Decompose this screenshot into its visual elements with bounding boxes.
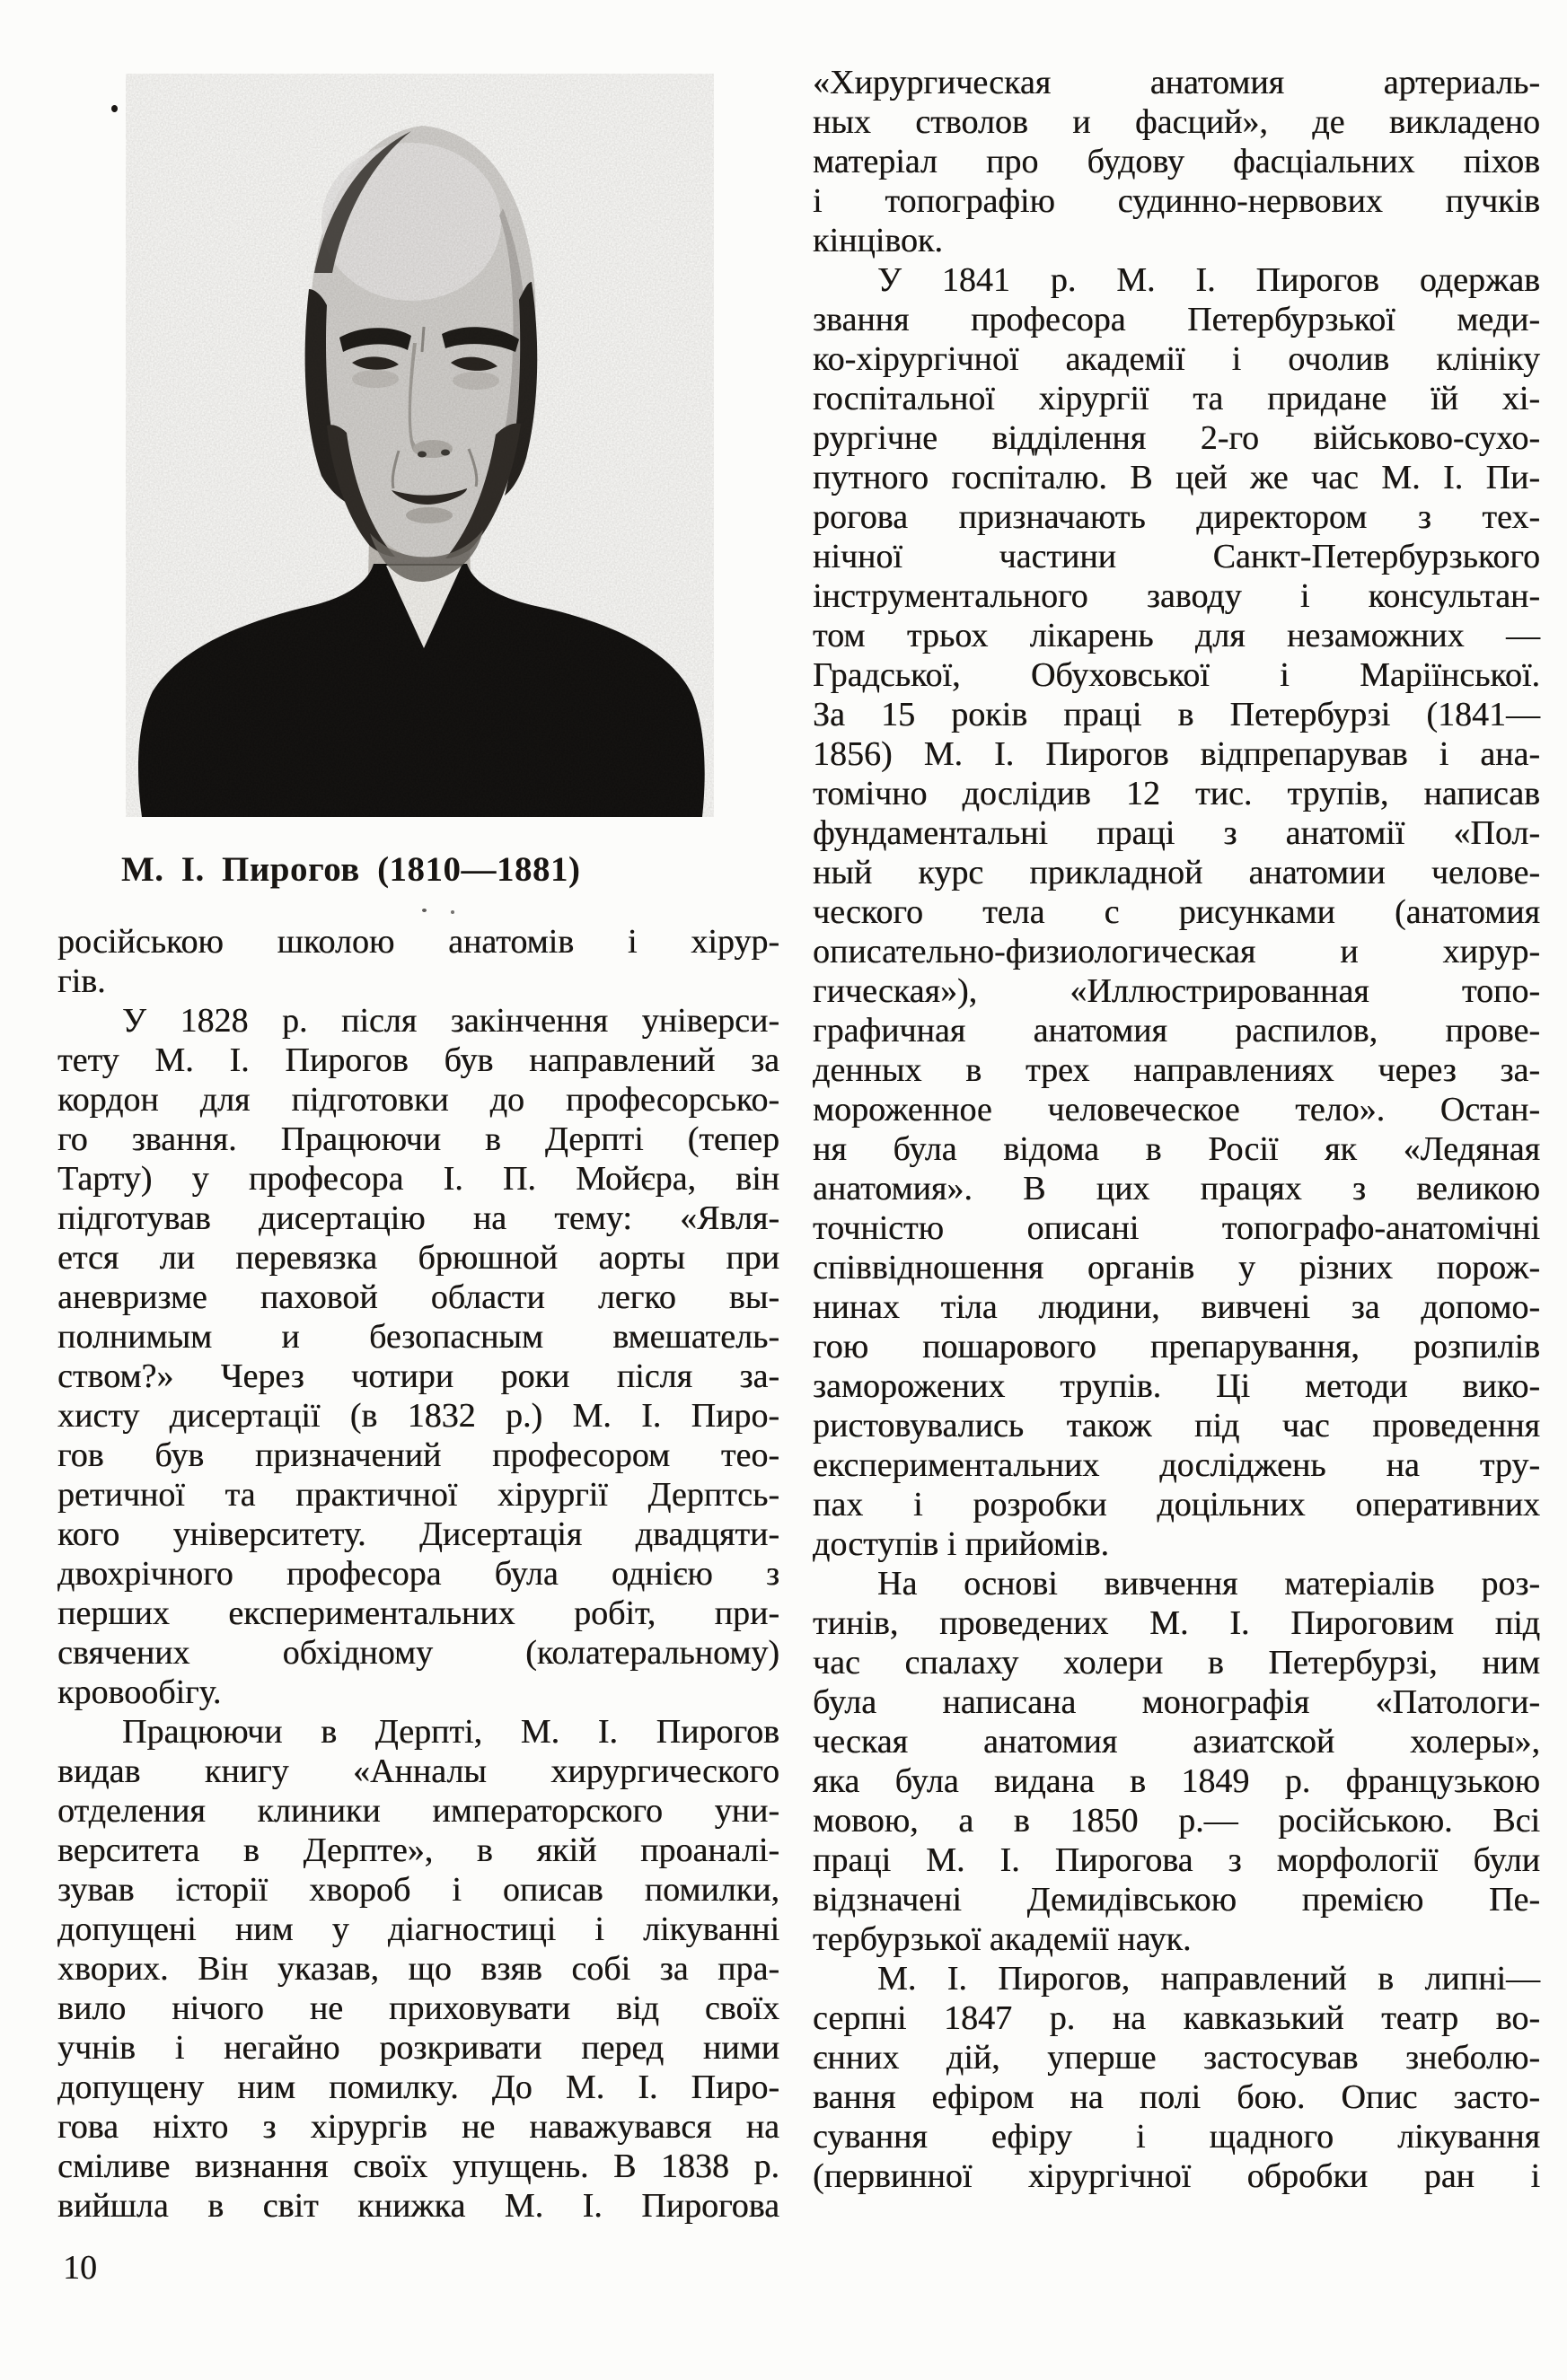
paragraph [813,63,1540,260]
text-line: М. І. Пирогов, направлений в липні— [877,1960,1540,1998]
text-line: го звання. Працюючи в Дерпті (тепер [57,1120,779,1158]
text-line: і топографію судинно-нервових пучків [813,182,1540,220]
text-line: пах і розробки доцільних оперативних [813,1486,1540,1524]
paragraph [813,1959,1540,2196]
text-line: За 15 років праці в Петербурзі (1841— [813,696,1540,733]
scan-speck [451,910,454,914]
text-line: заморожених трупів. Ці методи вико- [813,1367,1540,1405]
text-column-right [813,63,1540,2196]
text-line: ческого тела с рисунками (анатомия [813,893,1540,931]
text-line: «Хирургическая анатомия артериаль- [813,64,1540,101]
figure-caption: М. І. Пирогов (1810—1881) [121,850,581,889]
text-line: час спалаху холери в Петербурзі, ним [813,1644,1540,1682]
text-line: анатомия». В цих працях з великою [813,1170,1540,1208]
text-line: мороженное человеческое тело». Остан- [813,1091,1540,1129]
text-line: тету М. І. Пирогов був направлений за [57,1041,779,1079]
text-line: тинів, проведених М. І. Пироговим під [813,1604,1540,1642]
text-line: аневризме паховой области легко вы- [57,1278,779,1316]
text-line: вийшла в світ книжка М. І. Пирогова [57,2187,779,2225]
portrait-engraving-svg [126,74,714,817]
text-line: тербурзької академії наук. [813,1920,1192,1958]
text-line: мовою, а в 1850 р.— російською. Всі [813,1802,1540,1840]
text-line: ством?» Через чотири роки після за- [57,1357,779,1395]
text-line: сування ефіру і щадного лікування [813,2118,1540,2156]
text-line: ня була відома в Росії як «Ледяная [813,1130,1540,1168]
paragraph [57,1001,779,1712]
text-column-left [57,922,779,2226]
text-line: праці М. І. Пирогова з морфології були [813,1841,1540,1879]
paragraph [813,1564,1540,1959]
text-line: доступів і прийомів. [813,1525,1109,1563]
text-line: 1856) М. І. Пирогов відпрепарував і ана- [813,735,1540,773]
text-line: кордон для підготовки до професорсько- [57,1081,779,1119]
text-line: сміливе визнання своїх упущень. В 1838 р. [57,2147,779,2185]
text-line: фундаментальні праці з анатомії «Пол- [813,814,1540,852]
text-line: експериментальних досліджень на тру- [813,1446,1540,1484]
text-line: ристовувались також під час проведення [813,1407,1540,1445]
text-line: інструментального заводу і консультан- [813,577,1540,615]
text-line: графичная анатомия распилов, прове- [813,1012,1540,1049]
text-line: гів. [57,962,106,1000]
text-line: точністю описані топографо-анатомічні [813,1209,1540,1247]
text-line: томічно дослідив 12 тис. трупів, написав [813,775,1540,812]
paragraph [57,1712,779,2226]
text-line: путного госпіталю. В цей же час М. І. Пи- [813,459,1540,496]
text-line: ко-хірургічної академії і очолив клініку [813,340,1540,378]
text-line: серпні 1847 р. на кавказький театр во- [813,1999,1540,2037]
text-line: У 1828 р. після закінчення універси- [122,1002,779,1040]
text-line: допущені ним у діагностиці і лікуванні [57,1910,779,1948]
text-line: гова ніхто з хірургів не наважувався на [57,2108,779,2146]
text-line: Працюючи в Дерпті, М. І. Пирогов [122,1713,779,1751]
scan-speck [111,105,118,112]
text-line: ных стволов и фасций», де викладено [813,103,1540,141]
paragraph [57,922,779,1001]
text-line: денных в трех направлениях через за- [813,1051,1540,1089]
text-line: свячених обхідному (колатеральному) [57,1634,779,1672]
portrait-image [126,74,714,817]
text-line: перших експериментальних робіт, при- [57,1594,779,1632]
text-line: Тарту) у професора І. П. Мойєра, він [57,1160,779,1198]
text-line: підготував дисертацію на тему: «Явля- [57,1199,779,1237]
text-line: відзначені Демидівською премією Пе- [813,1881,1540,1919]
text-line: отделения клиники императорского уни- [57,1792,779,1830]
page-number: 10 [63,2249,97,2287]
text-line: ный курс прикладной анатомии челове- [813,854,1540,891]
text-line: хисту дисертації (в 1832 р.) М. І. Пиро- [57,1397,779,1435]
text-line: нинах тіла людини, вивчені за допомо- [813,1288,1540,1326]
text-line: На основі вивчення матеріалів роз- [877,1565,1540,1603]
text-line: звання професора Петербурзької меди- [813,301,1540,338]
text-line: хворих. Він указав, що взяв собі за пра- [57,1950,779,1988]
text-line: видав книгу «Анналы хирургического [57,1752,779,1790]
text-line: матеріал про будову фасціальних піхов [813,143,1540,180]
text-line: вило нічого не приховувати від своїх [57,1989,779,2027]
text-line: допущену ним помилку. До М. І. Пиро- [57,2068,779,2106]
text-line: ческая анатомия азиатской холеры», [813,1723,1540,1761]
text-line: була написана монографія «Патологи- [813,1683,1540,1721]
text-line: російською школою анатомів і хірур- [57,923,779,961]
text-line: співвідношення органів у різних порож- [813,1249,1540,1287]
text-line: У 1841 р. М. І. Пирогов одержав [877,261,1540,299]
text-line: описательно-физиологическая и хирур- [813,933,1540,970]
text-line: госпітальної хірургії та придане їй хі- [813,380,1540,417]
text-line: кінцівок. [813,222,943,259]
text-line: ется ли перевязка брюшной аорты при [57,1239,779,1277]
text-line: нічної частини Санкт-Петербурзького [813,538,1540,575]
text-line: єнних дій, уперше застосував знеболю- [813,2039,1540,2077]
text-line: рогова призначають директором з тех- [813,498,1540,536]
text-line: вання ефіром на полі бою. Опис засто- [813,2078,1540,2116]
text-line: кого університету. Дисертація двадцяти- [57,1515,779,1553]
text-line: яка була видана в 1849 р. французькою [813,1762,1540,1800]
text-line: том трьох лікарень для незаможних — [813,617,1540,654]
text-line: (первинної хірургічної обробки ран і [813,2157,1540,2195]
text-line: гов був призначений професором тео- [57,1436,779,1474]
text-line: рургічне відділення 2-го військово-сухо- [813,419,1540,457]
text-line: полнимым и безопасным вмешатель- [57,1318,779,1356]
text-line: гическая»), «Иллюстрированная топо- [813,972,1540,1010]
text-line: гою пошарового препарування, розпилів [813,1328,1540,1366]
text-line: двохрічного професора була однією з [57,1555,779,1593]
paragraph [813,260,1540,1564]
text-line: учнів і негайно розкривати перед ними [57,2029,779,2067]
text-line: кровообігу. [57,1673,222,1711]
text-line: ретичної та практичної хірургії Дерптсь- [57,1476,779,1514]
text-line: верситета в Дерпте», в якій проаналі- [57,1831,779,1869]
text-line: зував історії хвороб і описав помилки, [57,1871,779,1909]
scan-speck [422,909,427,912]
text-line: Градської, Обуховської і Маріїнської. [813,656,1540,694]
